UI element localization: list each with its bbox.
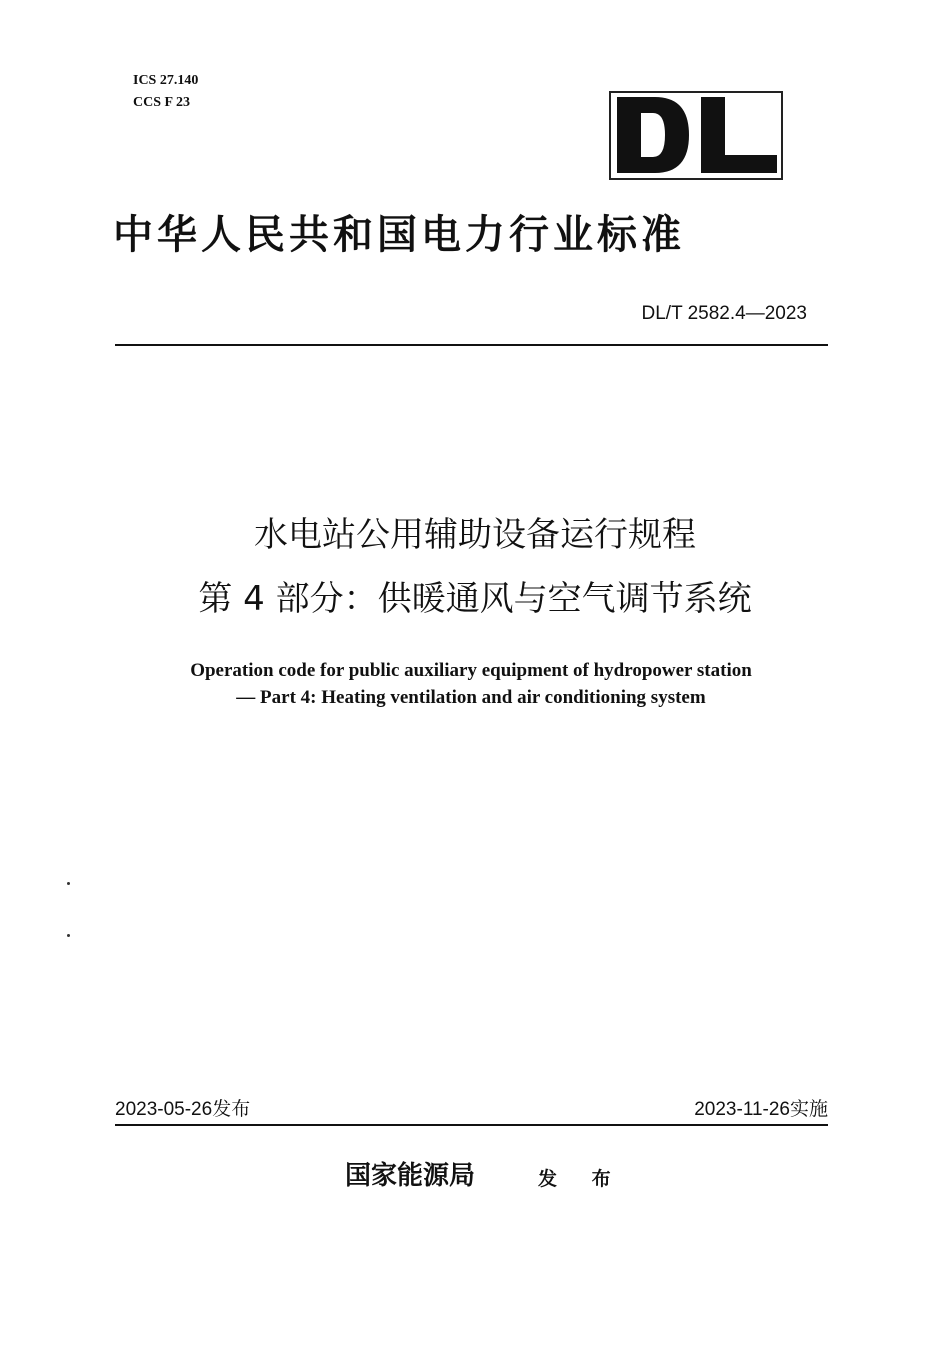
classification-codes [133,70,198,114]
dl-logo-d-shape [617,97,689,173]
header-divider [115,344,828,346]
scan-speck [67,934,70,937]
chinese-title-line-1: 水电站公用辅助设备运行规程 [254,515,696,555]
scan-speck [67,882,70,885]
ccs-code: CCS F 23 [133,95,191,110]
implementation-date: 2023-11-26实施 [694,1099,828,1120]
dl-logo [609,91,783,180]
english-title-line-2: — Part 4: Heating ventilation and air conditioning system [236,687,706,708]
publisher-name: 国家能源局 [345,1161,476,1191]
dl-logo-graphic [611,93,781,178]
footer-divider [115,1124,828,1126]
ics-code: ICS 27.140 [133,73,199,88]
standard-category-title: 中华人民共和国电力行业标准 [113,212,685,258]
publish-label: 发 布 [538,1168,625,1190]
english-title-line-1: Operation code for public auxiliary equipment of hydropower station [190,660,752,681]
issue-date: 2023-05-26发布 [115,1099,251,1120]
standard-number: DL/T 2582.4—2023 [641,303,807,324]
dl-logo-l-shape [701,97,777,173]
chinese-title-line-2: 第 4 部分：供暖通风与空气调节系统 [198,579,752,619]
